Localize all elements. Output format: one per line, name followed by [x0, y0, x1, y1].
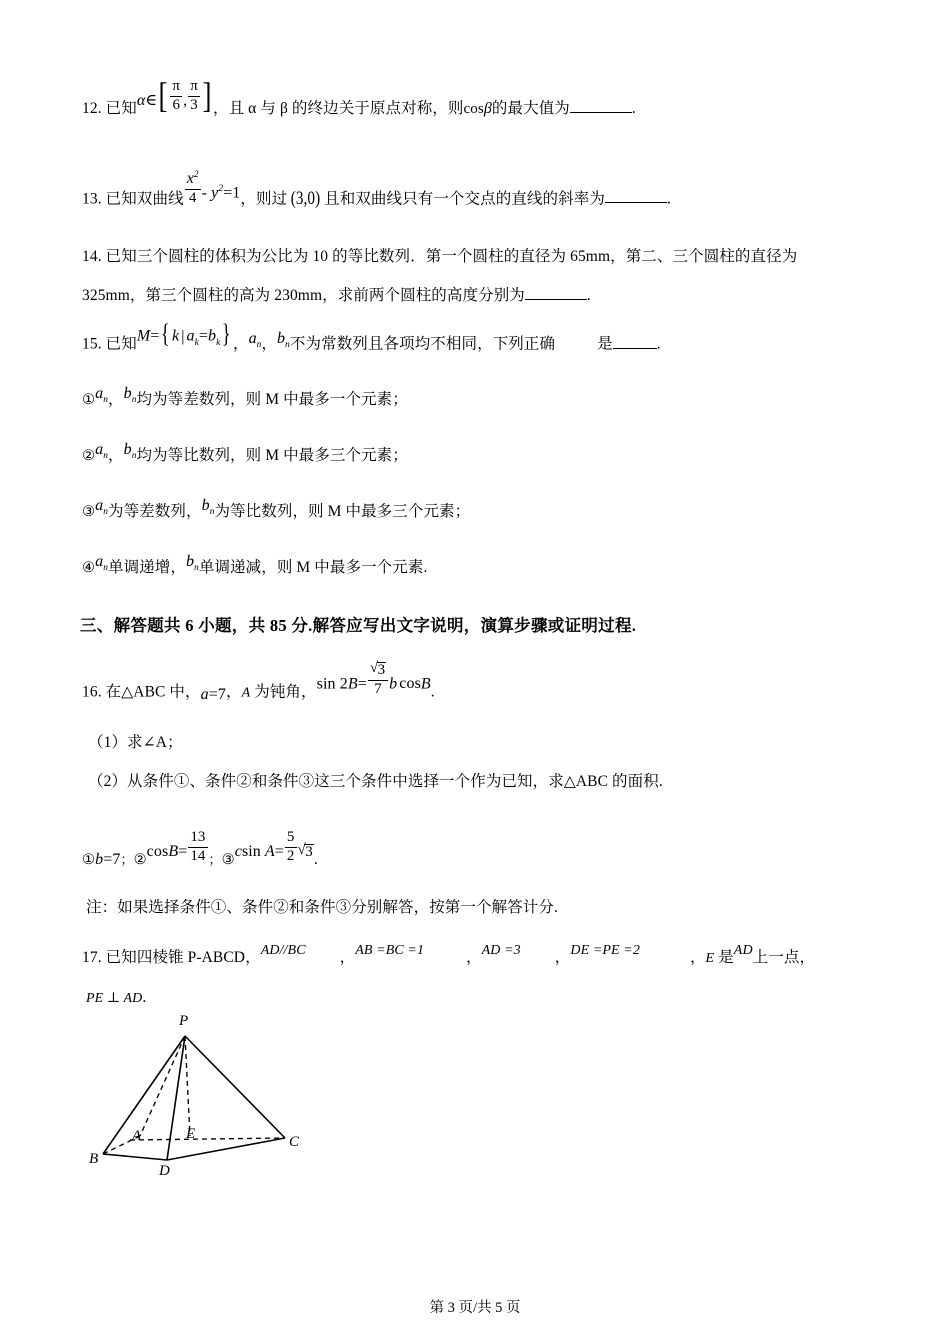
q16-conditions: ①b=7；②cosB= $\frac{13}{14}$ ；③csin A= $\frac{5}{2}$ √ 3. — [82, 843, 318, 878]
q17-condition-ad-parallel-bc: AD//BC — [260, 943, 306, 958]
q16-fraction-5-2: $\frac{5}{2}$ — [286, 828, 295, 864]
q14-answer-blank[interactable] — [525, 299, 587, 300]
q16-part-2: （2）从条件①、条件②和条件③这三个条件中选择一个作为已知，求△ABC 的面积. — [88, 773, 663, 790]
question-13 — [82, 169, 671, 218]
edge-BC — [103, 1154, 167, 1160]
question-14-line-2 — [82, 288, 591, 304]
q13-hyperbola-equation — [184, 169, 241, 212]
q13-number: 13. — [82, 190, 102, 208]
q16-conditions-period: . — [313, 850, 318, 868]
q15-option-3: $③a_n$为等差数列，$b_n$为等比数列，则 M 中最多三个元素； — [82, 497, 471, 520]
q15-option-2-seq-b: $b_n$ — [123, 441, 137, 462]
q15-period: . — [656, 335, 661, 353]
q12-alpha: α — [136, 91, 146, 109]
q15-option-4-text: 单调递减，则 M 中最多一个元素. — [198, 559, 428, 576]
figure-pyramid-P-ABCD — [85, 1008, 345, 1198]
q15-set-definition: M={ k | $a_k=b_k$} — [136, 318, 232, 348]
q15-option-4: $④a_n$单调递增，$b_n$单调递减，则 M 中最多一个元素. — [82, 553, 428, 576]
q15-option-2-text: 均为等比数列，则 M 中最多三个元素； — [136, 447, 408, 464]
edge-AD-dashed — [130, 1138, 285, 1140]
q16-condition-3-expression: csin A= $\frac{5}{2}$ √ 3 — [235, 835, 314, 870]
q13-mid-text: ，则过 — [240, 190, 288, 208]
q12-fraction-lower: $\frac{\pi}{6}$ — [172, 77, 181, 113]
section-3-header: 三、解答题共 6 小题，共 85 分.解答应写出文字说明，演算步骤或证明过程. — [80, 616, 637, 635]
q13-point: (3,0) — [290, 187, 321, 209]
q17-point-E: E — [705, 951, 715, 966]
q16-angle-A: A — [241, 685, 251, 701]
q12-lead: 已知 — [105, 99, 137, 117]
q14-line2: 325mm，第三个圆柱的高为 230mm，求前两个圆柱的高度分别为 — [82, 287, 525, 304]
q17-condition-ad: AD =3 — [481, 943, 521, 958]
q16-sin2b-equation: sin 2B= √ $\frac{3}{7}$ b cosB — [317, 667, 431, 703]
edge-PD — [185, 1036, 285, 1138]
figure-label-A: A — [132, 1128, 142, 1144]
q17-condition-ab-bc: AB =BC =1 — [355, 943, 425, 958]
q15-comma-1: ， — [232, 335, 249, 353]
figure-label-C: D — [159, 1163, 170, 1179]
q15-option-1-seq-a: $a_n$ — [95, 385, 108, 406]
q17-tail-text: 上一点， — [752, 949, 816, 966]
question-17-line-1: 17. 已知四棱锥 P-ABCD，AD//BC ，AB =BC =1 ，AD =3 ，DE =PE =2 ，E 是AD上一点， — [82, 943, 816, 966]
q15-option-1-seq-b: $b_n$ — [123, 385, 137, 406]
figure-label-D: C — [289, 1134, 300, 1150]
q13-y: y — [211, 184, 219, 202]
q13-lead: 已知双曲线 — [105, 190, 184, 208]
q15-option-2-seq-a: $a_n$ — [95, 441, 108, 462]
q15-option-1-marker: ① — [82, 392, 96, 408]
question-15 — [82, 318, 661, 357]
q15-answer-blank[interactable] — [613, 348, 657, 349]
q16-fraction-13-14: $\frac{13}{14}$ — [190, 828, 206, 864]
q16-lead: 在△ABC 中， — [105, 683, 201, 701]
pyramid-svg — [85, 1008, 345, 1198]
q15-option-2-marker: ② — [82, 448, 96, 464]
q15-lead: 已知 — [105, 335, 137, 353]
q15-option-3-seq-b: $b_n$ — [201, 497, 215, 518]
q15-sequence-a: $a_n$ — [248, 329, 262, 350]
q16-condition-2-marker: ② — [133, 851, 147, 868]
q15-brace-open: { — [161, 318, 171, 348]
q12-beta: β — [483, 99, 492, 117]
q15-option-3-seq-a: $a_n$ — [95, 497, 108, 518]
q15-number: 15. — [82, 335, 102, 353]
q14-line1: 已知三个圆柱的体积为公比为 10 的等比数列．第一个圆柱的直径为 65mm，第二、三个圆柱的直径为 — [105, 248, 798, 265]
q12-bracket-close: ] — [202, 75, 212, 116]
q12-number: 12. — [82, 99, 102, 117]
q15-option-4-seq-b: $b_n$ — [185, 553, 199, 574]
q15-option-4-marker: ④ — [82, 560, 96, 576]
edge-PB-PC — [103, 1036, 185, 1160]
q12-interval-comma: , — [183, 91, 188, 109]
q12-answer-blank[interactable] — [570, 112, 632, 113]
q14-number: 14. — [82, 248, 102, 265]
q15-option-1: $①a_n$，$b_n$均为等差数列，则 M 中最多一个元素； — [82, 385, 408, 408]
q12-interval-expression — [136, 75, 213, 119]
q17-segment-AD: AD — [733, 943, 753, 958]
q15-brace-close: } — [222, 318, 232, 348]
q16-fraction-sqrt3-over-7: √ $\frac{3}{7}$ — [368, 662, 388, 698]
q12-mid-text: ，且 α 与 β 的终边关于原点对称，则 — [213, 99, 464, 117]
question-14-line-1 — [82, 249, 797, 265]
q13-period: . — [666, 190, 671, 208]
q15-sequence-b: $b_n$ — [277, 329, 290, 350]
q15-tail-text: 不为常数列且各项均不相同，下列正确 — [289, 335, 556, 353]
q15-option-3-text: 为等比数列，则 M 中最多三个元素； — [214, 503, 471, 520]
q16-obtuse-text: 为钝角， — [254, 683, 317, 701]
q12-bracket-open: [ — [158, 75, 168, 116]
q16-number: 16. — [82, 683, 102, 701]
q15-option-1-text: 均为等差数列，则 M 中最多一个元素； — [136, 391, 408, 408]
q16-note: 注：如果选择条件①、条件②和条件③分别解答，按第一个解答计分. — [86, 899, 558, 916]
question-12 — [82, 75, 636, 127]
question-17-line-2: PE ⊥ AD. — [86, 989, 147, 1006]
q13-fraction: $\frac{x^2}{4}$ — [186, 169, 199, 206]
q12-fraction-upper: $\frac{\pi}{3}$ — [190, 77, 198, 113]
figure-label-B: B — [89, 1151, 99, 1167]
q12-tail-text: 的最大值为 — [491, 99, 570, 117]
q17-condition-de-pe: DE =PE =2 — [570, 943, 640, 958]
q17-perpendicular-condition: PE ⊥ AD — [86, 991, 143, 1006]
q13-tail-text: 且和双曲线只有一个交点的直线的斜率为 — [324, 190, 605, 208]
edge-PE-dashed — [185, 1036, 190, 1136]
q15-option-2: $②a_n$，$b_n$均为等比数列，则 M 中最多三个元素； — [82, 441, 408, 464]
q13-y-exponent: 2 — [218, 183, 224, 195]
q15-option-4-seq-a: $a_n$ — [95, 553, 108, 574]
q16-condition-2-expression: cosB= $\frac{13}{14}$ — [146, 828, 206, 864]
page-footer: 第 3 页/共 5 页 — [429, 1300, 521, 1316]
q16-period: . — [430, 683, 435, 701]
q17-lead: 已知四棱锥 P-ABCD， — [105, 949, 261, 966]
q16-condition-1-b: b — [95, 850, 104, 868]
q16-condition-1-marker: ① — [82, 851, 96, 868]
figure-label-P: P — [179, 1013, 189, 1029]
q15-comma-2: ， — [261, 335, 278, 353]
q16-part-1: （1）求∠A； — [88, 734, 183, 751]
q13-minus: - — [201, 184, 208, 202]
q16-side-a: a=7 — [200, 686, 226, 704]
question-16: 16. 在△ABC 中，a=7，A 为钝角，sin 2B= √ $\frac{3}{7}$ b cosB. — [82, 675, 435, 711]
q15-tail-2: 是 — [597, 335, 613, 353]
q12-cos: cos — [463, 100, 484, 117]
q15-option-3-marker: ③ — [82, 504, 96, 520]
edge-CD — [167, 1138, 285, 1160]
figure-label-E: E — [186, 1126, 196, 1142]
q14-period: . — [586, 287, 591, 304]
q12-in-symbol: ∈ — [145, 91, 158, 109]
q13-equals-one: =1 — [223, 184, 241, 202]
q17-number: 17. — [82, 949, 102, 966]
q12-period: . — [631, 99, 636, 117]
q13-answer-blank[interactable] — [605, 202, 667, 203]
q16-condition-3-marker: ③ — [221, 851, 235, 868]
